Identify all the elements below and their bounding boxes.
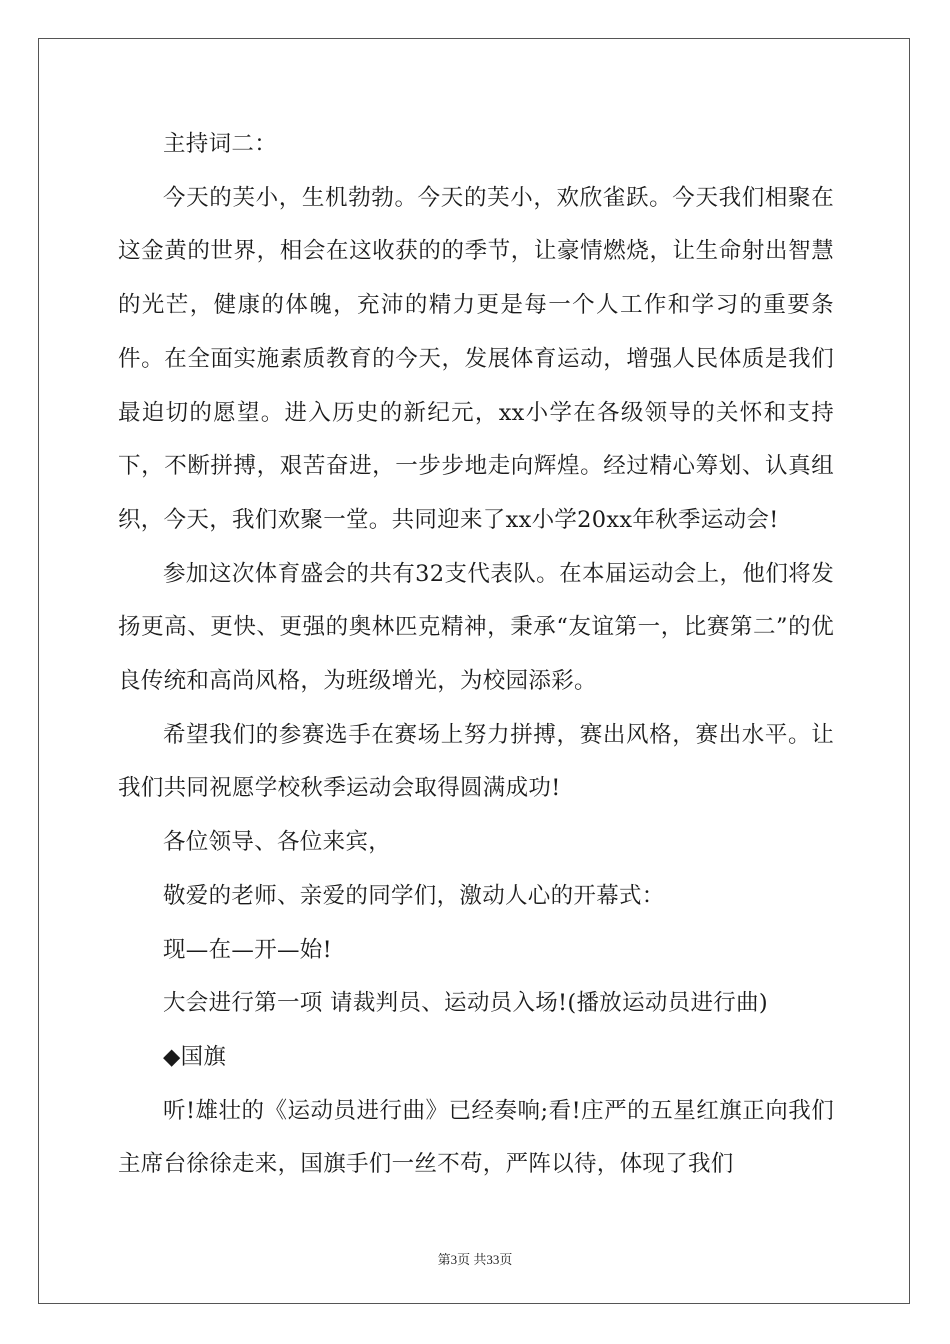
heading-paragraph: 主持词二： <box>163 131 278 157</box>
document-body <box>118 118 834 1192</box>
page-number-footer: 第3页 共33页 <box>437 1252 513 1267</box>
body-paragraph: 各位领导、各位来宾， <box>163 829 392 856</box>
body-paragraph: 参加这次体育盛会的共有32支代表队。在本届运动会上，他们将发扬更高、更快、更强的奥林匹克精神，秉承“友谊第一，比赛第二”的优良传统和高尚风格，为班级增光，为校园添彩。 <box>118 560 834 695</box>
body-paragraph: 现—在—开—始! <box>163 936 332 963</box>
body-paragraph: 敬爱的老师、亲爱的同学们，激动人心的开幕式： <box>163 882 665 909</box>
body-paragraph: 希望我们的参赛选手在赛场上努力拼搏，赛出风格，赛出水平。让我们共同祝愿学校秋季运动会取得圆满成功! <box>118 721 834 802</box>
body-paragraph: 今天的芙小，生机勃勃。今天的芙小，欢欣雀跃。今天我们相聚在这金黄的世界，相会在这收获的的季节，让豪情燃烧，让生命射出智慧的光芒，健康的体魄，充沛的精力更是每一个人工作和学习的重要条件。在全面实施素质教育的今天，发展体育运动，增强人民体质是我们最迫切的愿望。进入历史的新纪元，xx小学在各级领导的关怀和支持下，不断拼搏，艰苦奋进，一步步地走向辉煌。经过精心筹划、认真组织，今天，我们欢聚一堂。共同迎来了xx小学20xx年秋季运动会! <box>118 184 834 533</box>
body-paragraph: 大会进行第一项 请裁判员、运动员入场!(播放运动员进行曲) <box>163 990 768 1017</box>
section-heading: ◆国旗 <box>163 1043 227 1070</box>
body-paragraph: 听!雄壮的《运动员进行曲》已经奏响;看!庄严的五星红旗正向我们主席台徐徐走来，国旗手们一丝不苟，严阵以待，体现了我们 <box>118 1097 834 1178</box>
